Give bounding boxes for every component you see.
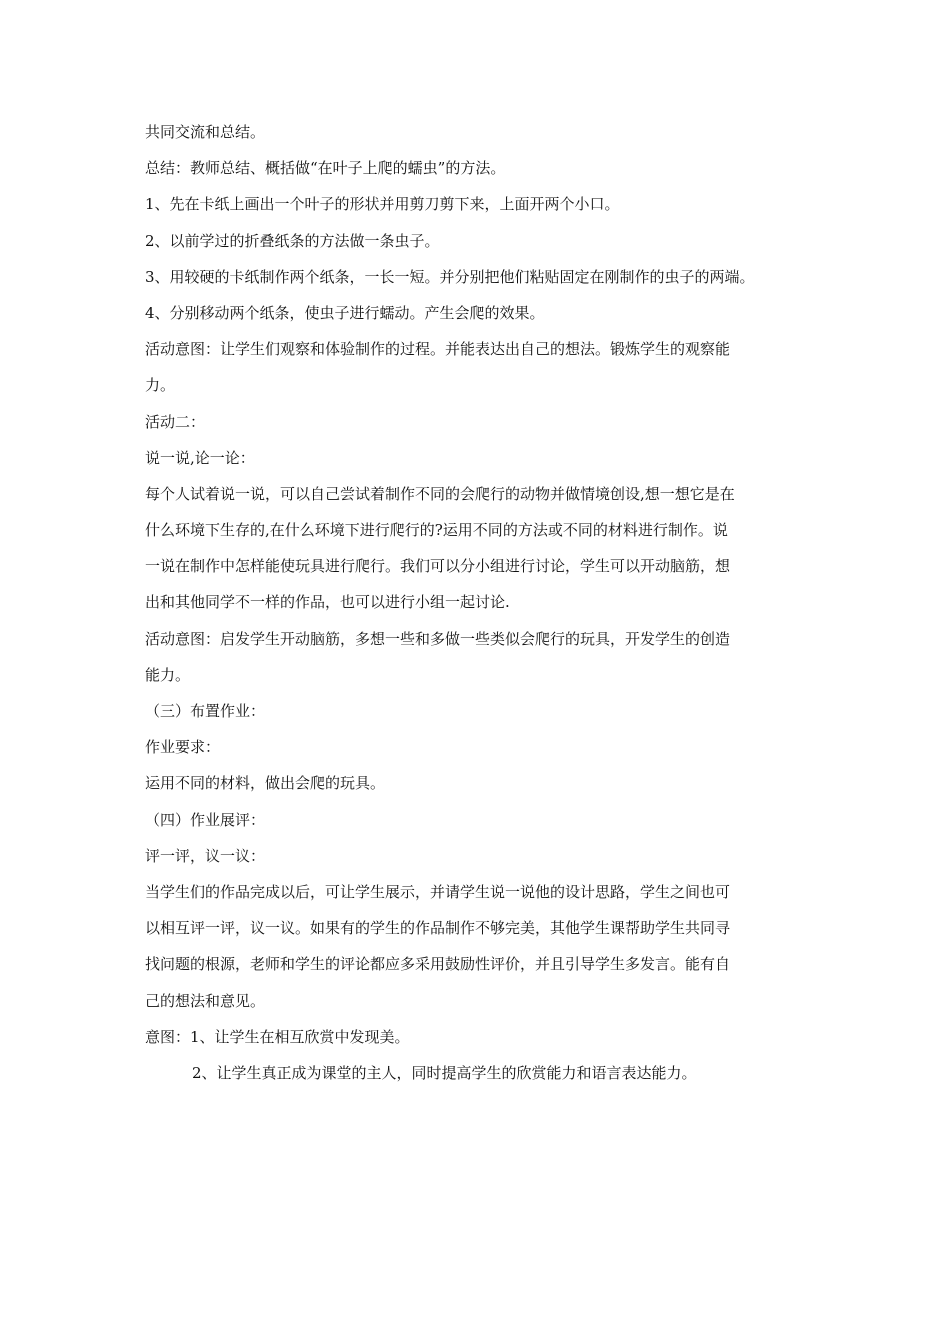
text-line: 什么环境下生存的,在什么环境下进行爬行的?运用不同的方法或不同的材料进行制作。说 (145, 521, 728, 540)
text-line: 4、分别移动两个纸条，使虫子进行蠕动。产生会爬的效果。 (145, 303, 545, 322)
text-line: 说一说,论一论： (145, 448, 255, 467)
text-line: 一说在制作中怎样能使玩具进行爬行。我们可以分小组进行讨论，学生可以开动脑筋，想 (145, 557, 731, 576)
text-line: 每个人试着说一说，可以自己尝试着制作不同的会爬行的动物并做情境创设,想一想它是在 (145, 484, 735, 503)
text-line: 找问题的根源，老师和学生的评论都应多采用鼓励性评价，并且引导学生多发言。能有自 (145, 955, 731, 974)
text-line: 共同交流和总结。 (145, 123, 266, 141)
text-line: 当学生们的作品完成以后，可让学生展示，并请学生说一说他的设计思路，学生之间也可 (145, 882, 731, 901)
section-heading: （三）布置作业： (145, 702, 266, 720)
text-line: 能力。 (145, 665, 191, 684)
text-line: 活动意图：让学生们观察和体验制作的过程。并能表达出自己的想法。锻炼学生的观察能 (145, 340, 731, 359)
text-line: 以相互评一评，议一议。如果有的学生的作品制作不够完美，其他学生课帮助学生共同寻 (145, 919, 731, 938)
indented-text-line: 2、让学生真正成为课堂的主人，同时提高学生的欣赏能力和语言表达能力。 (192, 1063, 697, 1082)
text-line: 评一评，议一议： (145, 846, 266, 865)
text-line: 1、先在卡纸上画出一个叶子的形状并用剪刀剪下来，上面开两个小口。 (145, 195, 620, 214)
text-line: 己的想法和意见。 (145, 991, 266, 1010)
text-line: 作业要求： (145, 738, 221, 757)
text-line: 运用不同的材料，做出会爬的玩具。 (145, 774, 386, 793)
text-line: 2、以前学过的折叠纸条的方法做一条虫子。 (145, 231, 440, 250)
section-heading: （四）作业展评： (145, 810, 266, 829)
document-body (145, 114, 825, 1091)
text-line: 3、用较硬的卡纸制作两个纸条，一长一短。并分别把他们粘贴固定在刚制作的虫子的两端。 (145, 267, 755, 286)
section-heading: 活动二： (145, 412, 206, 431)
text-line: 力。 (145, 376, 176, 395)
text-line: 活动意图：启发学生开动脑筋，多想一些和多做一些类似会爬行的玩具，开发学生的创造 (145, 629, 731, 648)
text-line: 出和其他同学不一样的作品，也可以进行小组一起讨论. (145, 593, 510, 612)
text-line: 总结：教师总结、概括做“在叶子上爬的蠕虫”的方法。 (145, 159, 506, 178)
text-line: 意图：1、让学生在相互欣赏中发现美。 (145, 1027, 410, 1046)
